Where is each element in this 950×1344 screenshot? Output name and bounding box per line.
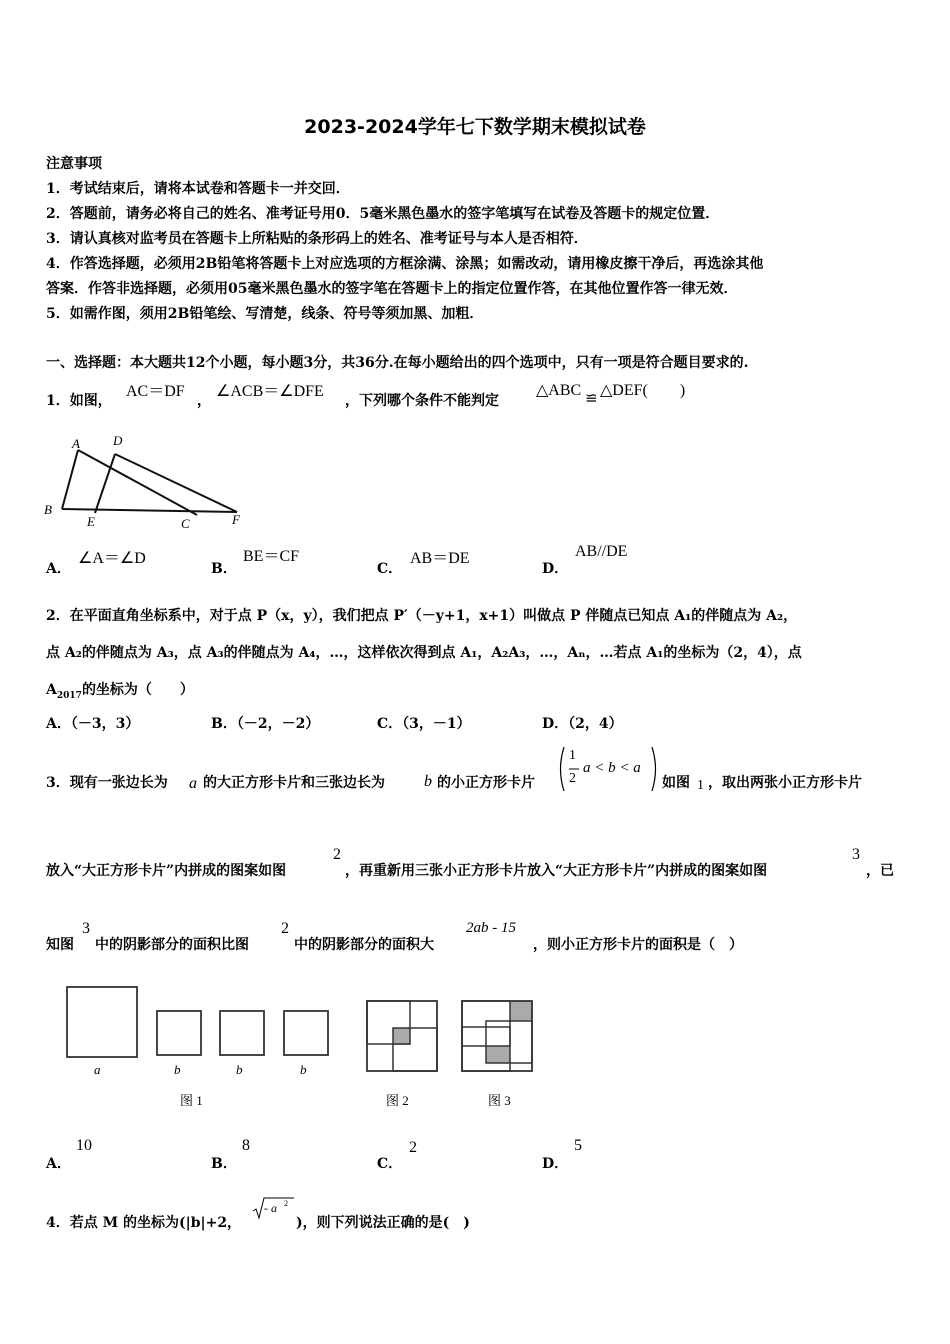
q1-option-a[interactable]: ∠A＝∠D [78,550,146,567]
caption-fig3: 图 3 [488,1093,511,1108]
fig-label-f: F [232,512,240,527]
note-item: 1．考试结束后，请将本试卷和答题卡一并交回． [46,181,350,197]
q1-option-a-letter[interactable]: A． [46,561,71,577]
q4-sqrt-sup: 2 [284,1199,288,1208]
q3-frac-num: 1 [569,748,576,763]
q3-option-b-letter[interactable]: B． [211,1156,237,1172]
q3-line1-b: 的大正方形卡片和三张边长为 [203,775,385,791]
q1-text: ，下列哪个条件不能判定 [345,393,499,409]
q2-line2: 点 A₂的伴随点为 A₃，点 A₃的伴随点为 A₄，…，这样依次得到点 A₁，A₂A₃，…，Aₙ，…若点 A₁的坐标为（2，4），点 [46,645,802,661]
caption-b: b [174,1062,181,1077]
small-square-card [284,1011,328,1055]
q3-line2-c: ，已 [866,863,894,879]
q3-frac-den: 2 [569,771,576,786]
q3-fig3-ref: 3 [852,846,860,863]
q3-inequality: a < b < a [583,760,641,776]
q3-option-c[interactable]: 2 [409,1139,417,1156]
q1-option-d[interactable]: AB//DE [575,543,628,560]
note-item: 2．答题前，请务必将自己的姓名、准考证号用0．5毫米黑色墨水的签字笔填写在试卷及答题卡的规定位置． [46,206,720,222]
caption-b: b [300,1062,307,1077]
q2-line3: $A_{2017}$的坐标为（ ） [46,682,194,701]
q3-line1-d: 如图 [662,775,690,791]
q1-triangle-figure [40,428,255,533]
fig-label-c: C [181,516,190,531]
q2-option-a[interactable]: A．（－3，3） [46,716,140,732]
q3-card-figures [60,980,550,1110]
q1-math-abc: △ABC [536,382,582,399]
q1-math-angle: ∠ACB＝∠DFE [216,383,324,400]
q3-line1-c: 的小正方形卡片 [437,775,535,791]
fig-label-a: A [72,436,80,451]
q3-var-a: a [189,775,197,792]
fig-label-b: B [44,502,52,517]
figure-2 [367,1001,437,1071]
q3-line1-a: 3．现有一张边长为 [46,775,168,791]
q2-line1: 2．在平面直角坐标系中，对于点 P（x，y），我们把点 P′（－y+1，x+1）叫做点 P 伴随点已知点 A₁的伴随点为 A₂， [46,608,798,624]
q1-prefix: 1．如图， [46,393,112,409]
q3-expression: 2ab - 15 [466,920,516,936]
q1-option-b-letter[interactable]: B． [211,561,237,577]
q3-line1-e: ，取出两张小正方形卡片 [708,775,862,791]
q1-math-ac-df: AC＝DF [126,383,185,400]
q3-line3-d: ，则小正方形卡片的面积是（ ） [533,937,743,953]
caption-fig1: 图 1 [180,1093,203,1108]
q2-option-d[interactable]: D．（2，4） [542,716,623,732]
q3-line2-b: ，再重新用三张小正方形卡片放入“大正方形卡片”内拼成的图案如图 [345,863,768,879]
q1-option-b[interactable]: BE＝CF [243,548,300,565]
caption-fig2: 图 2 [386,1093,409,1108]
q3-option-d-letter[interactable]: D． [542,1156,569,1172]
q1-math-def: △DEF( ) [600,382,686,399]
q1-congruent: ≌ [585,391,598,407]
q3-line3-c: 中的阴影部分的面积大 [294,937,434,953]
caption-a: a [94,1062,101,1077]
note-item: 3．请认真核对监考员在答题卡上所粘贴的条形码上的姓名、准考证号与本人是否相符． [46,231,588,247]
q3-line3-fig2: 2 [281,920,289,937]
q1-option-c-letter[interactable]: C． [377,561,403,577]
q3-option-b[interactable]: 8 [242,1137,250,1154]
q3-line3-fig3: 3 [82,920,90,937]
q1-option-d-letter[interactable]: D． [542,561,569,577]
q2-option-c[interactable]: C．（3，－1） [377,716,471,732]
note-item: 4．作答选择题，必须用2B铅笔将答题卡上对应选项的方框涂满、涂黑；如需改动，请用橡皮擦干净后，再选涂其他 [46,256,764,272]
big-square-card [67,987,137,1057]
q4-text-a: 4．若点 M 的坐标为(|b|+2， [46,1215,242,1231]
page-title: 2023-2024学年七下数学期末模拟试卷 [304,116,646,138]
section-heading: 一、选择题：本大题共12个小题，每小题3分，共36分.在每小题给出的四个选项中，只有一项是符合题目要求的. [46,355,749,371]
q3-option-a-letter[interactable]: A． [46,1156,71,1172]
note-item: 5．如需作图，须用2B铅笔绘、写清楚，线条、符号等须加黑、加粗． [46,306,484,322]
note-item: 答案．作答非选择题，必须用05毫米黑色墨水的签字笔在答题卡上的指定位置作答，在其他位置作答一律无效． [46,281,738,297]
q3-line3-a: 知图 [46,937,74,953]
q3-line2-a: 放入“大正方形卡片”内拼成的图案如图 [46,863,287,879]
q3-option-d[interactable]: 5 [574,1137,582,1154]
q2-option-b[interactable]: B．（－2，－2） [211,716,320,732]
q3-var-b: b [424,773,432,790]
q1-option-c[interactable]: AB＝DE [410,550,470,567]
small-square-card [220,1011,264,1055]
q3-option-a[interactable]: 10 [76,1137,92,1154]
fig-label-e: E [87,514,95,529]
q3-line3-b: 中的阴影部分的面积比图 [95,937,249,953]
notes-heading: 注意事项 [46,156,102,172]
fig-label-d: D [113,433,123,448]
q3-fig1-ref: 1 [697,778,704,793]
q1-comma: ， [197,393,211,409]
q4-sqrt-inner: - a [264,1201,277,1215]
figure-3 [462,1001,532,1071]
q3-fig2-ref: 2 [333,846,341,863]
q3-option-c-letter[interactable]: C． [377,1156,403,1172]
small-square-card [157,1011,201,1055]
q4-text-b: )，则下列说法正确的是( ) [296,1215,470,1231]
caption-b: b [236,1062,243,1077]
